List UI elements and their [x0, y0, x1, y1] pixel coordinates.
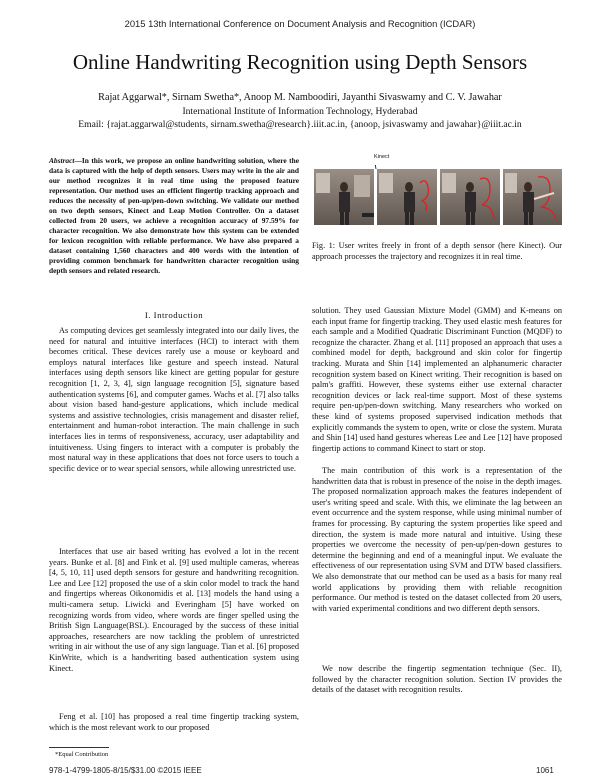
figure-kinect-label: Kinect	[374, 154, 390, 160]
intro-paragraph-4: solution. They used Gaussian Mixture Model (GMM) and K-means on each input frame for fingertip tracking. They used elastic mesh features for each sample and a Modified Quadratic Discriminant Function (MQDF) to recognize the character. Zhang et al. [11] proposed an approach that uses a combined model for depth, background and skin color for fingertip tracking. Murata and Shin [14] implemented an alphanumeric character recognition system based on Kinect writing. Their recognition is based on palm's graffiti. However, these systems either use external character recognition devices or lack real-time support. Most of these systems require pen-up/pen-down switching. Many researchers who worked on these kind of systems proposed supervised indication methods that explicitly commands the system to open, write or close the system. Murata and Shin [14] used hand gestures whereas Lee and Lee [12] have proposed fingertip actions to command Kinect to start or stop.	[312, 306, 562, 453]
abstract-label: Abstract—	[49, 156, 82, 165]
author-list: Rajat Aggarwal*, Sirnam Swetha*, Anoop M. Namboodiri, Jayanthi Sivaswamy and C. V. Jawahar	[98, 92, 502, 103]
figure-1-caption: Fig. 1: User writes freely in front of a depth sensor (here Kinect). Our approach processes the trajectory and recognizes it in real time.	[312, 241, 562, 261]
intro-paragraph-6: We now describe the fingertip segmentation technique (Sec. II), followed by the character recognition solution. Section IV provides the details of the dataset with recognition results.	[312, 664, 562, 695]
footnote-equal-contribution: *Equal Contribution	[55, 751, 109, 758]
abstract	[49, 156, 299, 276]
section-heading-introduction: I. Introduction	[144, 310, 204, 320]
conference-header: 2015 13th International Conference on Document Analysis and Recognition (ICDAR)	[124, 18, 476, 29]
institution: International Institute of Information Technology, Hyderabad	[182, 106, 418, 117]
intro-paragraph-3: Feng et al. [10] has proposed a real time fingertip tracking system, which is the most relevant work to our proposed	[49, 712, 299, 732]
page-number: 1061	[536, 766, 554, 775]
figure-1-image	[314, 165, 562, 225]
footnote-rule	[49, 747, 109, 748]
intro-paragraph-5: The main contribution of this work is a representation of the handwritten data that is robust in presence of the noise in the depth images. The proposed normalization approach makes the features independent of user's writing speed and scale. With this, we eliminate the lag between an event occurrence and the system response, while using minimal number of frames for processing. By capturing the system properties like speed and direction, the system is made more natural and intuitive. Using these properties we overcome the necessity of pen-up/pen-down gestures to determine the beginning and end of a meaningful input. We evaluate the effectiveness of our representation using SVM and DTW based classifiers. We also demonstrate that our method can be used as a basis for many real world applications by providing them with reliable recognition performance. Our method is tested on the dataset collected from 20 users, with varied experimental conditions and two different depth sensors.	[312, 466, 562, 613]
intro-paragraph-2: Interfaces that use air based writing has evolved a lot in the recent years. Bunke et al. [8] and Fink et al. [9] used multiple cameras, whereas [4, 5, 10, 11] used depth sensors for gesture and handwriting recognition. Lee and Lee [12] proposed the use of a skin color model to track the hand and fingertips whereas Oikonomidis et al. [13] models the hand using a multi-camera setup. Liwicki and Everingham [5] have worked on recognizing words from video, where words are finger spelled using the British Sign Language(BSL). Encouraged by the success of these initial approaches, researchers are now tackling the problem of unrestricted writing in air without the use of any sign language. Tian et al. [6] proposed KinWrite, which is a handwriting based authentication system using Kinect.	[49, 547, 299, 673]
paper-title: Online Handwriting Recognition using Depth Sensors	[72, 50, 528, 74]
isbn-copyright: 978-1-4799-1805-8/15/$31.00 ©2015 IEEE	[49, 766, 202, 775]
intro-paragraph-1: As computing devices get seamlessly integrated into our daily lives, the need for natural and intuitive interfaces (HCI) to interact with them becomes critical. These devices rarely use a mouse or keyboard and employs natural interfaces like gesture and speech instead. Natural interfaces using depth sensors like kinect are getting popular for gesture recognition [1, 2, 3, 4], sign language recognition [5], signature based authentication systems [6], and computer games. Wachs et al. [7] also talks about vision based hand-gesture applications, which include medical systems and assistive technologies, crisis management and disaster relief, entertainment and human-robot interaction. The main challenge in such interfaces lies in terms of responsiveness, accuracy, user adaptability and intuitiveness. Using fingers to interact with a computer is probably the most natural way in these applications that does not force users to touch a specific device or to wear special sensors, while allowing unrestricted use.	[49, 326, 299, 473]
abstract-text: In this work, we propose an online handwriting solution, where the data is captured with the help of depth sensors. Users may write in the air and our method recognizes it in real time using the proposed feature representation. Our method uses an efficient fingertip tracking approach and reduces the necessity of pen-up/pen-down switching. We validate our method on two depth sensors, Kinect and Leap Motion Controller. On a dataset collected from 20 users, we achieve a recognition accuracy of 97.59% for character recognition. We also demonstrate how this system can be extended for lexicon recognition with reliable performance. We have also prepared a dataset containing 1,560 characters and 400 words with the intention of providing common benchmark for handwritten character recognition using depth sensors and related research.	[49, 156, 299, 275]
author-emails: Email: {rajat.aggarwal@students, sirnam.swetha@research}.iiit.ac.in, {anoop, jsivaswamy and jawahar}@iiit.ac.in	[78, 119, 522, 130]
